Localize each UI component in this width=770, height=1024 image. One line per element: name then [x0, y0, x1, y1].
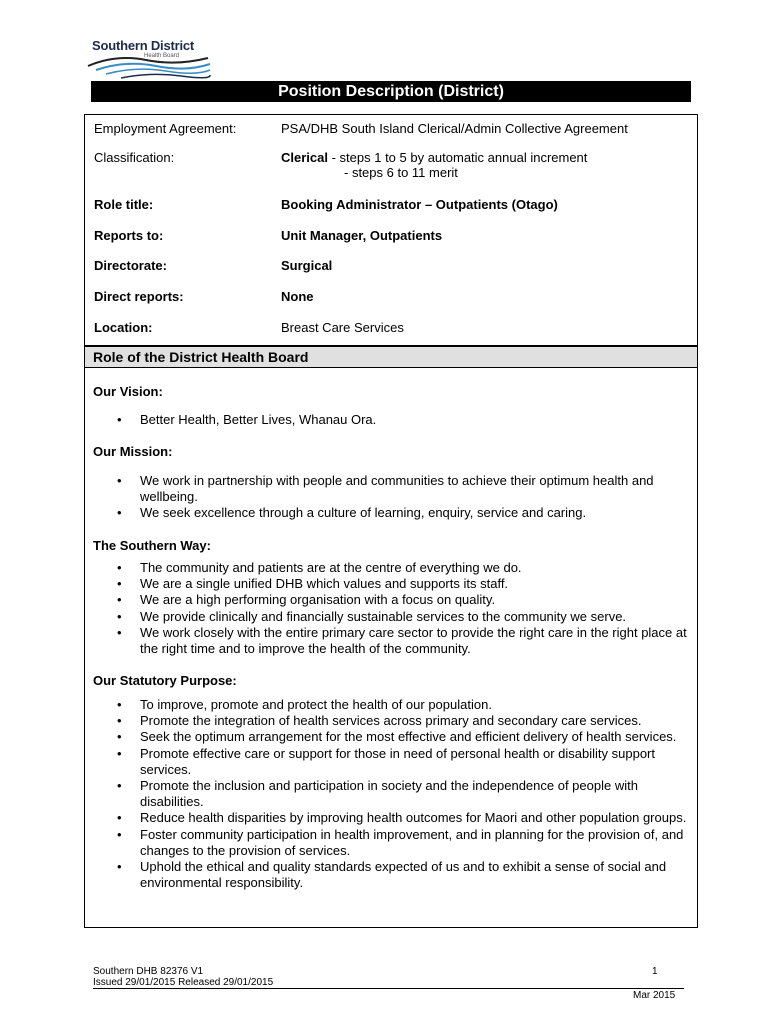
list-item: • Better Health, Better Lives, Whanau Ora.	[93, 412, 693, 428]
southern-way-list	[93, 560, 693, 657]
role-section-heading: Role of the District Health Board	[84, 346, 698, 368]
list-item: • The community and patients are at the centre of everything we do.	[93, 560, 693, 576]
list-item: • Uphold the ethical and quality standards expected of us and to exhibit a sense of social and environmental responsibility.	[93, 859, 693, 891]
logo-name: Southern District	[92, 38, 195, 53]
info-label: Reports to:	[94, 228, 164, 243]
classification-steps-2: - steps 6 to 11 merit	[344, 165, 458, 180]
footer-doc-id: Southern DHB 82376 V1	[93, 966, 204, 977]
list-item: • Reduce health disparities by improving health outcomes for Maori and other population groups.	[93, 810, 693, 826]
list-item: • Promote effective care or support for those in need of personal health or disability support services.	[93, 746, 693, 778]
info-value: None	[281, 289, 314, 304]
classification-steps-1: - steps 1 to 5 by automatic annual increment	[327, 150, 588, 165]
list-item: • Foster community participation in health improvement, and in planning for the provision of, and changes to the provision of services.	[93, 827, 693, 859]
wave-logo-icon	[86, 52, 216, 80]
footer-doc-info	[93, 966, 273, 988]
classification-bold: Clerical	[281, 150, 328, 165]
info-value	[281, 150, 587, 165]
info-label: Employment Agreement:	[94, 121, 237, 136]
list-item: • Promote the integration of health services across primary and secondary care services.	[93, 713, 693, 729]
info-label: Direct reports:	[94, 289, 184, 304]
logo-subtitle: Health Board	[144, 53, 180, 59]
statutory-purpose-heading: Our Statutory Purpose:	[93, 673, 237, 688]
mission-list	[93, 473, 693, 522]
info-label: Directorate:	[94, 258, 167, 273]
statutory-purpose-list	[93, 697, 693, 891]
info-label: Location:	[94, 320, 153, 335]
southern-way-heading: The Southern Way:	[93, 538, 211, 553]
footer-issued: Issued 29/01/2015 Released 29/01/2015	[93, 977, 274, 988]
list-item: • We work closely with the entire primary care sector to provide the right care in the right place at the right time and to improve the health of the community.	[93, 625, 693, 657]
info-value: PSA/DHB South Island Clerical/Admin Collective Agreement	[281, 121, 628, 136]
page-number: 1	[652, 966, 658, 977]
info-value: Surgical	[281, 258, 333, 273]
list-item: • We are a single unified DHB which values and supports its staff.	[93, 576, 693, 592]
list-item: • Promote the inclusion and participation in society and the independence of people with disabilities.	[93, 778, 693, 810]
list-item: • Seek the optimum arrangement for the most effective and efficient delivery of health services.	[93, 729, 693, 745]
list-item: • To improve, promote and protect the health of our population.	[93, 697, 693, 713]
list-item: • We work in partnership with people and communities to achieve their optimum health and wellbeing.	[93, 473, 693, 505]
list-item: • We are a high performing organisation with a focus on quality.	[93, 592, 693, 608]
vision-heading: Our Vision:	[93, 384, 163, 399]
footer-date: Mar 2015	[633, 990, 676, 1001]
dhb-logo	[86, 36, 216, 80]
list-item: • We seek excellence through a culture of learning, enquiry, service and caring.	[93, 505, 693, 521]
position-info-table	[84, 114, 698, 346]
document-title: Position Description (District)	[91, 81, 691, 102]
mission-heading: Our Mission:	[93, 444, 173, 459]
info-label: Role title:	[94, 197, 154, 212]
vision-list	[93, 412, 693, 428]
list-item: • We provide clinically and financially sustainable services to the community we serve.	[93, 609, 693, 625]
info-value: Unit Manager, Outpatients	[281, 228, 443, 243]
info-label: Classification:	[94, 150, 175, 165]
info-value: Breast Care Services	[281, 320, 404, 335]
footer-divider	[93, 988, 684, 989]
info-value: Booking Administrator – Outpatients (Otago)	[281, 197, 558, 212]
